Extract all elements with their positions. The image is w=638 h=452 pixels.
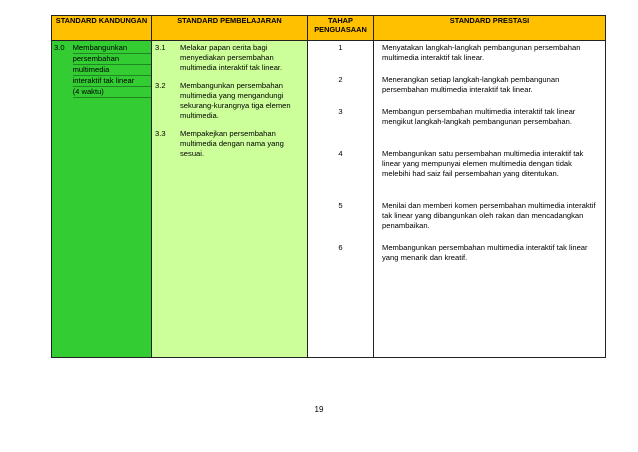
performance-standard-text: Membangunkan persembahan multimedia interaktif tak linear yang menarik dan kreatif.: [382, 243, 588, 262]
performance-level-number: 1: [338, 43, 343, 52]
learning-standard-item: [152, 81, 307, 121]
learning-standard-number: 3.2: [155, 81, 166, 90]
content-standard-line: multimedia: [73, 65, 151, 76]
performance-standard-text: Menyatakan langkah-langkah pembangunan persembahan multimedia interaktif tak linear.: [382, 43, 581, 62]
content-standard-number: 3.0: [54, 43, 65, 52]
learning-standard-text: Mempakejkan persembahan multimedia dengan nama yang sesuai.: [180, 129, 284, 158]
performance-level-number: 4: [338, 149, 343, 158]
performance-standard-text: Menilai dan memberi komen persembahan multimedia interaktif tak linear yang dibangunkan oleh rakan dan mencadangkan penambaikan.: [382, 201, 596, 230]
performance-standard-text: Membangunkan satu persembahan multimedia interaktif tak linear yang mempunyai elemen multimedia dengan tidak melebihi had saiz fail persembahan yang ditentukan.: [382, 149, 584, 178]
page-number: 19: [314, 405, 324, 414]
content-standard-cell: [52, 41, 152, 358]
header-standard-pembelajaran: STANDARD PEMBELAJARAN: [152, 16, 308, 41]
curriculum-table: [51, 15, 606, 358]
performance-level-number: 6: [338, 243, 343, 252]
header-row: [52, 16, 606, 41]
content-standard-line: interaktif tak linear: [73, 76, 151, 87]
learning-standard-number: 3.3: [155, 129, 166, 138]
content-row: [52, 41, 606, 358]
performance-level-number: 5: [338, 201, 343, 210]
learning-standard-text: Melakar papan cerita bagi menyediakan persembahan multimedia interaktif tak linear.: [180, 43, 283, 72]
performance-standard-cell: [374, 41, 606, 358]
learning-standard-number: 3.1: [155, 43, 166, 52]
content-standard-line: (4 waktu): [73, 87, 151, 98]
performance-standard-text: Membangun persembahan multimedia interaktif tak linear mengikut langkah-langkah pembangunan persembahan.: [382, 107, 576, 126]
performance-level-number: 3: [338, 107, 343, 116]
content-standard-text: [73, 43, 151, 98]
content-standard-line: persembahan: [73, 54, 151, 65]
performance-standard-text: Menerangkan setiap langkah-langkah pembangunan persembahan multimedia interaktif tak linear.: [382, 75, 560, 94]
performance-level-number: 2: [338, 75, 343, 84]
header-standard-prestasi: STANDARD PRESTASI: [374, 16, 606, 41]
performance-level-cell: [308, 41, 374, 358]
content-standard-line: Membangunkan: [73, 43, 151, 54]
learning-standard-item: [152, 43, 307, 73]
header-tahap-penguasaan: TAHAP PENGUASAAN: [308, 16, 374, 41]
learning-standard-cell: [152, 41, 308, 358]
header-standard-kandungan: STANDARD KANDUNGAN: [52, 16, 152, 41]
learning-standard-text: Membangunkan persembahan multimedia yang mengandungi sekurang-kurangnya tiga elemen multimedia.: [180, 81, 291, 120]
learning-standard-item: [152, 129, 307, 159]
